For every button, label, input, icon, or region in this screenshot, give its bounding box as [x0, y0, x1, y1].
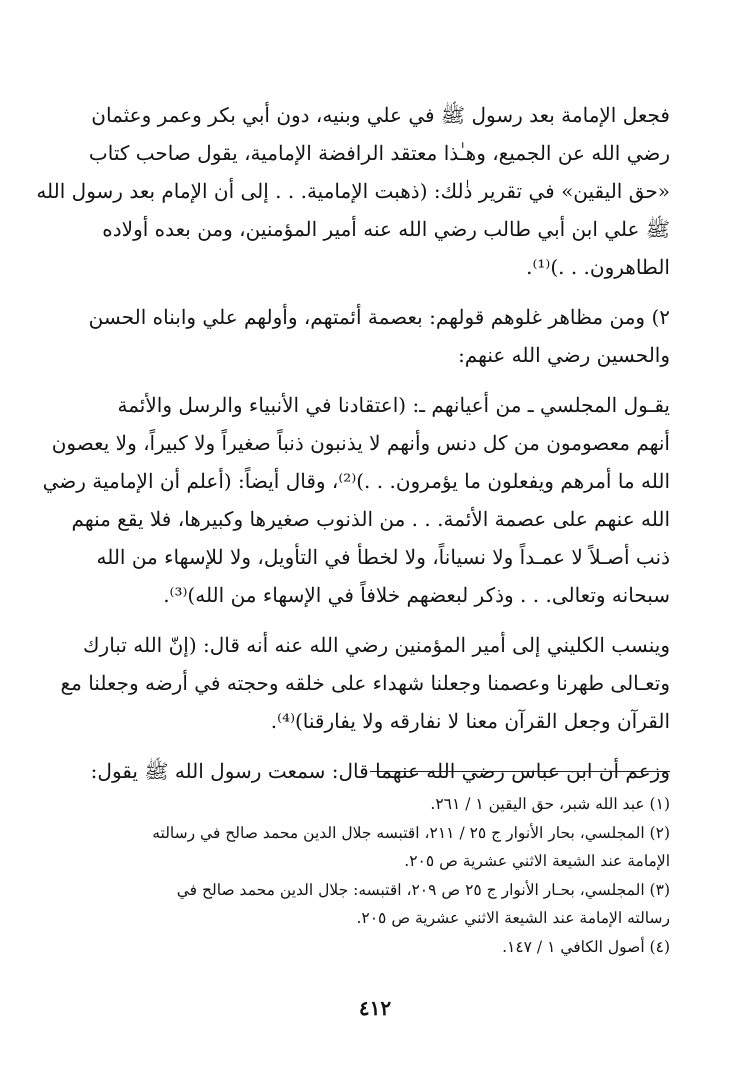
footnote-line: الإمامة عند الشيعة الاثني عشرية ص ٢٠٥. — [404, 852, 670, 870]
text-line: ٢) ومن مظاهر غلوهم قولهم: بعصمة أئمتهم، وأولهم علي وابناه الحسن — [88, 305, 670, 329]
text-line: ﷺ علي ابن أبي طالب رضي الله عنه أمير المؤمنين، ومن بعده أولاده — [102, 217, 670, 241]
paragraph-1 — [36, 96, 670, 286]
footnote-separator — [370, 771, 670, 772]
text-line: وينسب الكليني إلى أمير المؤمنين رضي الله عنه أنه قال: (إنّ الله تبارك — [83, 633, 670, 657]
text-line: ذنب أصـلاً لا عمـداً ولا نسياناً، ولا لخطأ في التأويل، ولا للإسهاء من الله — [96, 545, 670, 569]
text-line: رضي الله عن الجميع، وهـٰذا معتقد الرافضة الإمامية، يقول صاحب كتاب — [88, 141, 670, 165]
footnote-line: (٤) أصول الكافي ١ / ١٤٧. — [502, 937, 670, 956]
footnote-3 — [80, 876, 670, 933]
text-line: الله عنهم على عصمة الأئمة. . . من الذنوب صغيرها وكبيرها، فلا يقع منهم — [71, 507, 670, 531]
text-line: أنهم معصومون من كل دنس وأنهم لا يذنبون ذنباً صغيراً ولا كبيراً، ولا يعصون — [51, 431, 670, 455]
paragraph-4 — [60, 626, 670, 740]
main-text — [36, 96, 670, 790]
text-line: الطاهرون. . .)⁽¹⁾. — [526, 255, 670, 279]
footnote-line: رسالته الإمامة عند الشيعة الاثني عشرية ص ٢٠٥. — [356, 909, 670, 927]
text-line: «حق اليقين» في تقرير ذٰلك: (ذهبت الإمامية. . . إلى أن الإمام بعد رسول الله — [36, 179, 670, 203]
footnote-2 — [80, 819, 670, 876]
text-line: فجعل الإمامة بعد رسول ﷺ في علي وبنيه، دون أبي بكر وعمر وعثمان — [91, 103, 670, 127]
footnote-line: (١) عبد الله شبر، حق اليقين ١ / ٢٦١. — [430, 795, 670, 813]
footnote-4 — [80, 933, 670, 962]
footnotes — [80, 790, 670, 961]
text-line: الله ما أمرهم ويفعلون ما يؤمرون. . .)⁽²⁾، وقال أيضاً: (أعلم أن الإمامية رضي — [42, 469, 670, 493]
paragraph-3 — [42, 386, 670, 614]
footnote-line: (٣) المجلسي، بحـار الأنوار ج ٢٥ ص ٢٠٩، اقتبسه: جلال الدين محمد صالح في — [176, 880, 670, 899]
text-line: يقـول المجلسي ـ من أعيانهم ـ: (اعتقادنا في الأنبياء والرسل والأئمة — [117, 393, 670, 417]
footnote-line: (٢) المجلسي، بحار الأنوار ج ٢٥ / ٢١١، اقتبسه جلال الدين محمد صالح في رسالته — [152, 823, 670, 842]
page-number: ٤١٢ — [358, 996, 392, 1020]
text-line: وتعـالى طهرنا وعصمنا وجعلنا شهداء على خلقه وحجته في أرضه وجعلنا مع — [60, 671, 670, 695]
text-line: القرآن وجعل القرآن معنا لا نفارقه ولا يفارقنا)⁽⁴⁾. — [270, 709, 670, 733]
footnote-1 — [80, 790, 670, 819]
text-line: والحسين رضي الله عنهم: — [458, 343, 670, 367]
text-line: سبحانه وتعالى. . . وذكر لبعضهم خلافاً في الإسهاء من الله)⁽³⁾. — [163, 583, 670, 607]
text-line: وزعم أن ابن عباس رضي الله عنهما قال: سمعت رسول الله ﷺ يقول: — [90, 759, 670, 783]
paragraph-2 — [80, 298, 670, 374]
